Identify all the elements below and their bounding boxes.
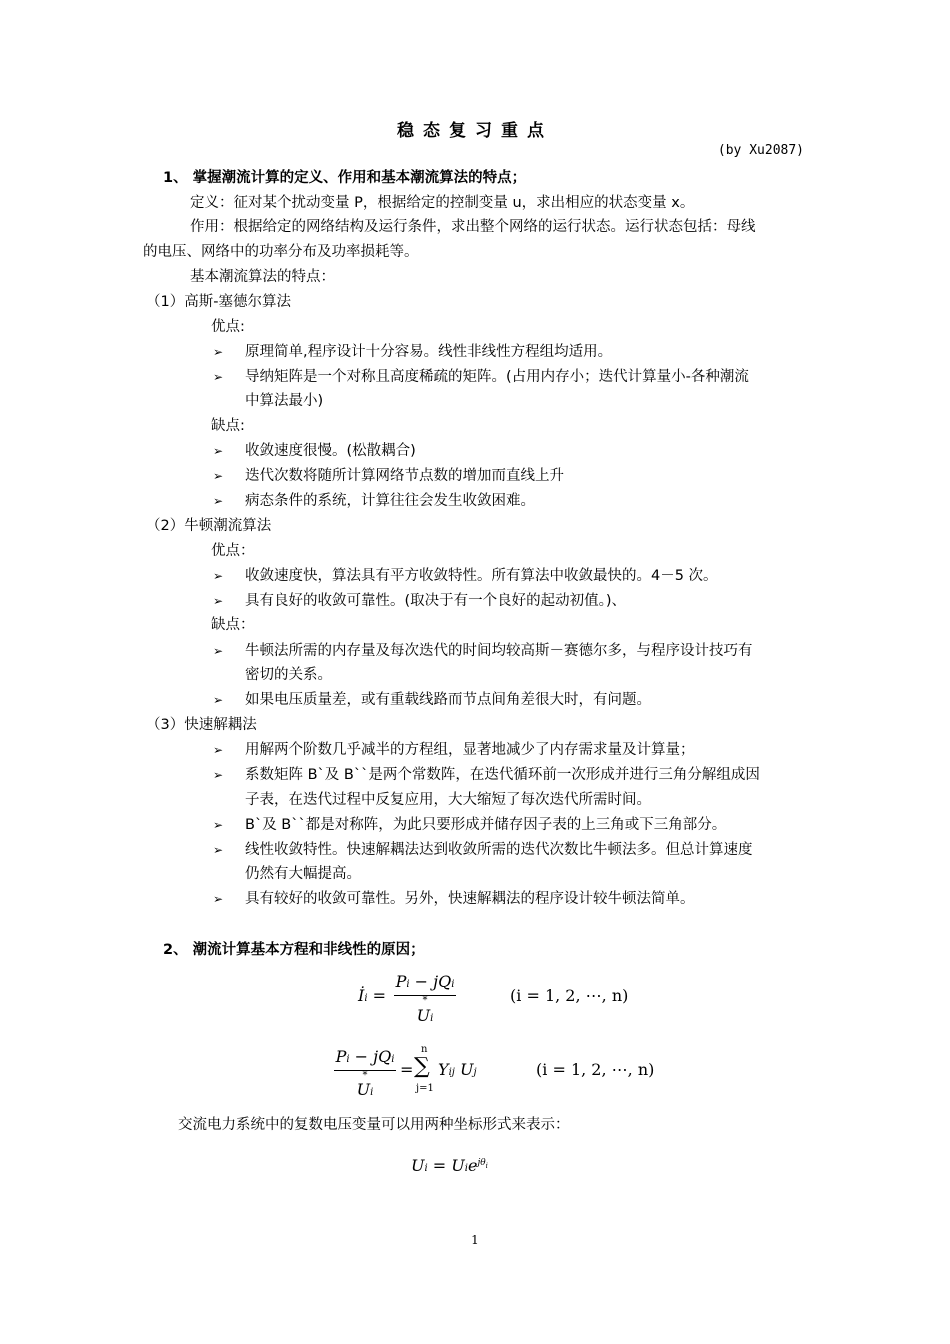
fast-item-2: 系数矩阵 B`及 B``是两个常数阵，在迭代循环前一次形成并进行三角分解组成因: [245, 767, 760, 783]
newton-cons-label: 缺点：: [211, 617, 255, 633]
gs-con-3: 病态条件的系统，计算往往会发生收敛困难。: [245, 493, 535, 509]
section-2-heading: 2、 潮流计算基本方程和非线性的原因；: [163, 942, 425, 958]
fast-item-4: 线性收敛特性。快速解耦法达到收敛所需的迭代次数比牛顿法多。但总计算速度: [245, 842, 753, 858]
bullet-icon: ➢: [213, 768, 224, 782]
bullet-icon: ➢: [213, 469, 224, 483]
gs-con-1: 收敛速度很慢。(松散耦合): [245, 443, 416, 459]
fast-item-2-cont: 子表，在迭代过程中反复应用，大大缩短了每次迭代所需时间。: [245, 792, 651, 808]
newton-con-2: 如果电压质量差，或有重载线路而节点间角差很大时，有问题。: [245, 692, 651, 708]
features-intro: 基本潮流算法的特点：: [190, 269, 335, 285]
coordinate-form-text: 交流电力系统中的复数电压变量可以用两种坐标形式来表示：: [178, 1117, 570, 1133]
bullet-icon: ➢: [213, 494, 224, 508]
fast-item-5: 具有较好的收敛可靠性。另外，快速解耦法的程序设计较牛顿法简单。: [245, 891, 695, 907]
equation-2-sum-lower: j=1: [416, 1083, 434, 1094]
equation-3: Ui = Uie$^{j\theta_i}$: [411, 1156, 488, 1175]
equation-2-sum-sign: ∑: [414, 1054, 430, 1079]
newton-con-1: 牛顿法所需的内存量及每次迭代的时间均较高斯－赛德尔多，与程序设计技巧有: [245, 643, 753, 659]
page-number: 1: [471, 1233, 479, 1247]
bullet-icon: ➢: [213, 892, 224, 906]
fast-item-1: 用解两个阶数几乎减半的方程组，显著地减少了内存需求量及计算量；: [245, 742, 695, 758]
equation-2-denominator: Ui: [356, 1080, 374, 1099]
newton-pros-label: 优点：: [211, 543, 255, 559]
equation-1-denominator: Ui: [416, 1006, 434, 1025]
bullet-icon: ➢: [213, 444, 224, 458]
equation-1-range: (i = 1, 2, ⋯, n): [510, 986, 629, 1005]
gs-cons-label: 缺点:: [211, 418, 245, 434]
bullet-icon: ➢: [213, 644, 224, 658]
equation-1-lhs: İi =: [358, 986, 387, 1005]
newton-con-1-cont: 密切的关系。: [245, 667, 332, 683]
equation-1-numerator: Pi − jQi: [395, 972, 455, 991]
bullet-icon: ➢: [213, 743, 224, 757]
equation-2-rhs: Yij Uj: [438, 1060, 477, 1079]
equation-1-conjugate-mark: *: [422, 995, 428, 1006]
bullet-icon: ➢: [213, 594, 224, 608]
equation-2-conjugate-mark: *: [362, 1070, 368, 1081]
page-title: 稳态复习重点: [397, 121, 553, 141]
fast-item-4-cont: 仍然有大幅提高。: [245, 866, 361, 882]
bullet-icon: ➢: [213, 345, 224, 359]
newton-heading: （2）牛顿潮流算法: [146, 518, 272, 534]
newton-pro-1: 收敛速度快，算法具有平方收敛特性。所有算法中收敛最快的。4－5 次。: [245, 568, 718, 584]
gs-pros-label: 优点:: [211, 319, 245, 335]
equation-2-equals: =: [400, 1060, 414, 1079]
gs-con-2: 迭代次数将随所计算网络节点数的增加而直线上升: [245, 468, 564, 484]
equation-2-sum-upper: n: [421, 1044, 428, 1055]
section-1-heading: 1、 掌握潮流计算的定义、作用和基本潮流算法的特点；: [163, 170, 527, 186]
gs-pro-1: 原理简单,程序设计十分容易。线性非线性方程组均适用。: [245, 344, 613, 360]
gs-pro-2: 导纳矩阵是一个对称且高度稀疏的矩阵。(占用内存小；迭代计算量小-各种潮流: [245, 369, 749, 385]
bullet-icon: ➢: [213, 843, 224, 857]
definition-text: 定义：征对某个扰动变量 P，根据给定的控制变量 u，求出相应的状态变量 x。: [190, 195, 695, 211]
gs-heading: （1）高斯-塞德尔算法: [146, 294, 291, 310]
bullet-icon: ➢: [213, 818, 224, 832]
bullet-icon: ➢: [213, 370, 224, 384]
newton-pro-2: 具有良好的收敛可靠性。(取决于有一个良好的起动初值。)、: [245, 593, 627, 609]
author-note: (by Xu2087): [717, 143, 804, 158]
role-text-line1: 作用：根据给定的网络结构及运行条件，求出整个网络的运行状态。运行状态包括：母线: [190, 219, 756, 235]
equation-2-numerator: Pi − jQi: [335, 1047, 395, 1066]
role-text-line2: 的电压、网络中的功率分布及功率损耗等。: [143, 244, 419, 260]
bullet-icon: ➢: [213, 693, 224, 707]
fast-item-3: B`及 B``都是对称阵，为此只要形成并储存因子表的上三角或下三角部分。: [245, 817, 727, 833]
bullet-icon: ➢: [213, 569, 224, 583]
gs-pro-2-cont: 中算法最小): [245, 393, 324, 409]
equation-2-range: (i = 1, 2, ⋯, n): [536, 1060, 655, 1079]
fast-heading: （3）快速解耦法: [146, 717, 257, 733]
